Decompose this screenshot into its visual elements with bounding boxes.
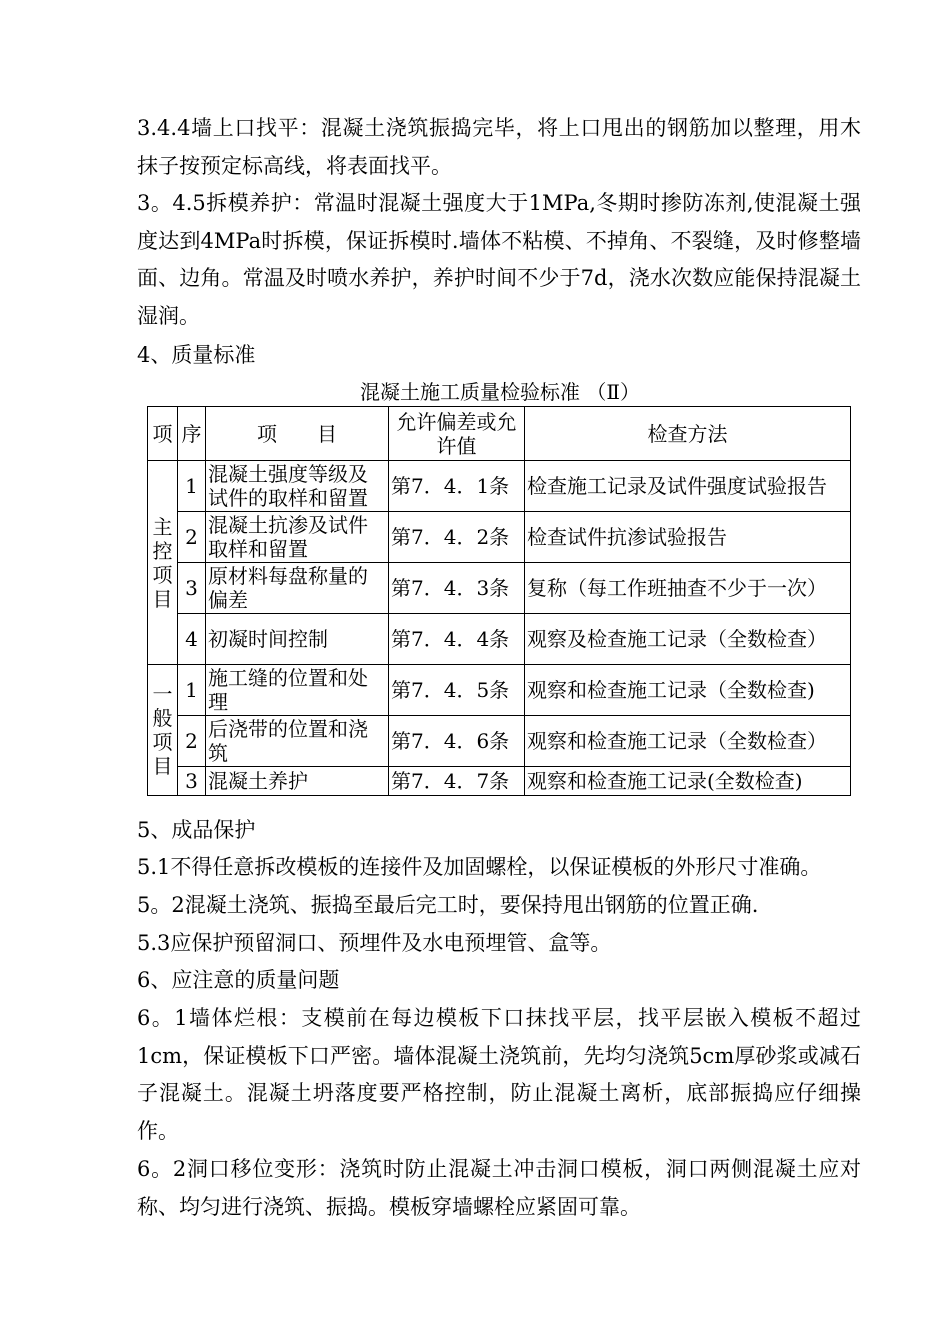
- row-item: 混凝土养护: [206, 767, 389, 796]
- row-allowance: 第7．4．1条: [389, 461, 525, 512]
- table-row: [148, 665, 851, 716]
- row-method: 复称（每工作班抽查不少于一次）: [525, 563, 851, 614]
- header-allowance: 允许偏差或允许值: [389, 407, 525, 461]
- row-method: 观察和检查施工记录(全数检查): [525, 767, 851, 796]
- paragraph-5-1: 5.1不得任意拆改模板的连接件及加固螺栓，以保证模板的外形尺寸准确。: [137, 855, 822, 879]
- row-seq: 2: [178, 716, 206, 767]
- table-row: [148, 461, 851, 512]
- paragraph-6-2: 6。2洞口移位变形：浇筑时防止混凝土冲击洞口模板，洞口两侧混凝土应对称、均匀进行浇筑、振捣。模板穿墙螺栓应紧固可靠。: [137, 1157, 861, 1219]
- header-item: 项 目: [206, 407, 389, 461]
- section-heading-issues: 6、应注意的质量问题: [137, 968, 340, 992]
- row-method: 观察和检查施工记录（全数检查): [525, 665, 851, 716]
- paragraph-5-2: 5。2混凝土浇筑、振捣至最后完工时，要保持甩出钢筋的位置正确.: [137, 893, 759, 917]
- paragraph-5-3: 5.3应保护预留洞口、预埋件及水电预埋管、盒等。: [137, 931, 612, 955]
- row-item: 混凝土强度等级及试件的取样和留置: [206, 461, 389, 512]
- row-seq: 2: [178, 512, 206, 563]
- row-seq: 3: [178, 563, 206, 614]
- header-category: 项: [148, 407, 178, 461]
- row-allowance: 第7．4．2条: [389, 512, 525, 563]
- section-heading-quality: 4、质量标准: [137, 343, 256, 367]
- row-method: 检查试件抗渗试验报告: [525, 512, 851, 563]
- table-header-row: [148, 407, 851, 461]
- group-general: [148, 665, 178, 796]
- table-row: [148, 716, 851, 767]
- row-allowance: 第7．4．6条: [389, 716, 525, 767]
- paragraph-3-4-4: 3.4.4墙上口找平：混凝土浇筑振捣完毕，将上口甩出的钢筋加以整理，用木抹子按预定标高线，将表面找平。: [137, 116, 861, 178]
- header-seq: 序: [178, 407, 206, 461]
- row-seq: 1: [178, 665, 206, 716]
- row-seq: 1: [178, 461, 206, 512]
- table-row: [148, 563, 851, 614]
- row-seq: 4: [178, 614, 206, 665]
- row-method: 检查施工记录及试件强度试验报告: [525, 461, 851, 512]
- section-heading-protection: 5、成品保护: [137, 818, 256, 842]
- row-item: 后浇带的位置和浇筑: [206, 716, 389, 767]
- table-title: 混凝土施工质量检验标准 （Ⅱ）: [360, 380, 640, 404]
- table-row: [148, 614, 851, 665]
- group-main-control: [148, 461, 178, 665]
- row-item: 原材料每盘称量的偏差: [206, 563, 389, 614]
- row-allowance: 第7．4．4条: [389, 614, 525, 665]
- quality-standard-table: [147, 406, 851, 796]
- row-item: 施工缝的位置和处理: [206, 665, 389, 716]
- row-method: 观察和检查施工记录（全数检查）: [525, 716, 851, 767]
- group-label: 一般项目: [152, 682, 173, 778]
- row-allowance: 第7．4．5条: [389, 665, 525, 716]
- table-row: [148, 512, 851, 563]
- row-item: 初凝时间控制: [206, 614, 389, 665]
- group-label: 主控项目: [152, 514, 173, 611]
- row-item: 混凝土抗渗及试件取样和留置: [206, 512, 389, 563]
- row-seq: 3: [178, 767, 206, 796]
- row-method: 观察及检查施工记录（全数检查）: [525, 614, 851, 665]
- row-allowance: 第7．4．7条: [389, 767, 525, 796]
- table-row: [148, 767, 851, 796]
- paragraph-6-1: 6。1墙体烂根：支模前在每边模板下口抹找平层，找平层嵌入模板不超过1cm，保证模板下口严密。墙体混凝土浇筑前，先均匀浇筑5cm厚砂浆或减石子混凝土。混凝土坍落度要严格控制，防止混凝土离析，底部振捣应仔细操作。: [137, 1006, 861, 1143]
- paragraph-3-4-5: 3。4.5拆模养护：常温时混凝土强度大于1MPa,冬期时掺防冻剂,使混凝土强度达到4MPa时拆模，保证拆模时.墙体不粘模、不掉角、不裂缝，及时修整墙面、边角。常温及时喷水养护，养护时间不少于7d，浇水次数应能保持混凝土湿润。: [137, 191, 861, 328]
- header-method: 检查方法: [525, 407, 851, 461]
- row-allowance: 第7．4．3条: [389, 563, 525, 614]
